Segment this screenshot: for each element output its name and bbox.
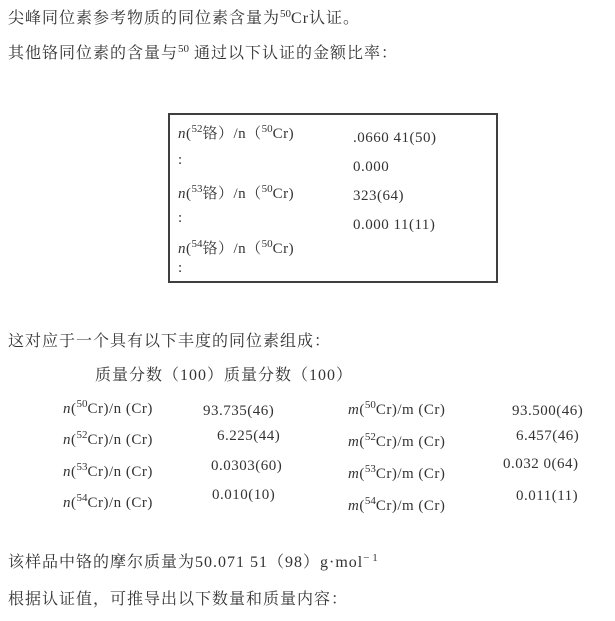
exponent-superscript: − 1 xyxy=(363,552,378,564)
quantity-symbol: n xyxy=(178,126,186,142)
quantity-symbol: m xyxy=(348,434,360,450)
text-part: ( xyxy=(71,495,77,511)
text-part: Cr)/m (Cr) xyxy=(375,402,446,418)
ratio-value: .0660 41(50) xyxy=(353,130,437,146)
ratio-table-box xyxy=(168,113,498,283)
ratio-colon: : xyxy=(178,260,183,276)
text-part: Cr) xyxy=(272,241,295,257)
text-part: 铬）/n（ xyxy=(202,241,262,257)
quantity-symbol: m xyxy=(348,466,360,482)
m-row-value: 0.032 0(64) xyxy=(503,456,579,472)
n-row-value: 6.225(44) xyxy=(217,428,281,444)
quantity-symbol: n xyxy=(63,401,71,417)
m-row-label-53 xyxy=(348,463,446,483)
para-derived-values: 根据认证值，可推导出以下数量和质量内容： xyxy=(8,591,349,608)
ratio-label-52 xyxy=(178,122,294,143)
text-part: Cr认证。 xyxy=(291,10,361,27)
ratio-value: 0.000 11(11) xyxy=(353,217,436,233)
isotope-superscript: 53 xyxy=(364,463,376,475)
quantity-symbol: n xyxy=(63,464,71,480)
quantity-symbol: m xyxy=(348,402,360,418)
isotope-superscript: 50 xyxy=(261,238,273,250)
quantity-symbol: n xyxy=(63,495,71,511)
text-part: 该样品中铬的摩尔质量为50.071 51（98）g·mol xyxy=(8,554,364,571)
text-part: 通过以下认证的金额比率： xyxy=(189,45,399,62)
quantity-symbol: n xyxy=(178,241,186,257)
m-row-label-52 xyxy=(348,431,446,451)
ratio-value: 0.000 xyxy=(353,159,390,175)
ratio-colon: : xyxy=(178,152,183,168)
text-part: Cr) xyxy=(272,186,295,202)
para-molar-mass xyxy=(8,549,378,572)
quantity-symbol: n xyxy=(178,186,186,202)
isotope-superscript: 50 xyxy=(178,43,190,55)
para-other-isotopes xyxy=(8,40,398,63)
n-row-label-53 xyxy=(63,461,153,481)
text-part: ( xyxy=(359,498,365,514)
n-row-label-54 xyxy=(63,492,153,512)
n-row-value: 0.0303(60) xyxy=(211,458,283,474)
text-part: ( xyxy=(359,402,365,418)
n-row-value: 93.735(46) xyxy=(203,403,275,419)
text-part: ( xyxy=(359,466,365,482)
n-row-label-50 xyxy=(63,398,153,418)
text-part: 尖峰同位素参考物质的同位素含量为 xyxy=(8,10,281,27)
isotope-superscript: 50 xyxy=(280,8,292,20)
text-part: ( xyxy=(71,401,77,417)
abundance-header: 质量分数（100）质量分数（100） xyxy=(95,367,354,384)
m-row-value: 0.011(11) xyxy=(516,488,579,504)
m-row-value: 93.500(46) xyxy=(512,403,584,419)
para-certified-content xyxy=(8,5,360,28)
isotope-superscript: 50 xyxy=(76,398,88,410)
text-part: ( xyxy=(186,241,192,257)
ratio-value: 323(64) xyxy=(353,188,404,204)
ratio-label-54 xyxy=(178,237,294,258)
isotope-superscript: 50 xyxy=(261,123,273,135)
text-part: ( xyxy=(359,434,365,450)
text-part: ( xyxy=(186,186,192,202)
text-part: ( xyxy=(71,464,77,480)
m-row-label-54 xyxy=(348,495,446,515)
text-part: Cr) xyxy=(272,126,295,142)
ratio-colon: : xyxy=(178,210,183,226)
isotope-superscript: 50 xyxy=(364,399,376,411)
text-part: ( xyxy=(186,126,192,142)
text-part: Cr)/n (Cr) xyxy=(87,401,153,417)
isotope-superscript: 53 xyxy=(76,461,88,473)
text-part: Cr)/m (Cr) xyxy=(375,498,446,514)
n-row-label-52 xyxy=(63,429,153,449)
isotope-superscript: 52 xyxy=(191,123,203,135)
isotope-superscript: 54 xyxy=(76,492,88,504)
isotope-superscript: 50 xyxy=(261,183,273,195)
text-part: Cr)/n (Cr) xyxy=(87,432,153,448)
text-part: 其他铬同位素的含量与 xyxy=(8,45,179,62)
text-part: Cr)/m (Cr) xyxy=(375,466,446,482)
text-part: ( xyxy=(71,432,77,448)
ratio-label-53 xyxy=(178,182,294,203)
isotope-superscript: 52 xyxy=(76,429,88,441)
text-part: Cr)/n (Cr) xyxy=(87,495,153,511)
isotope-superscript: 54 xyxy=(191,238,203,250)
n-row-value: 0.010(10) xyxy=(212,487,276,503)
quantity-symbol: n xyxy=(63,432,71,448)
para-composition: 这对应于一个具有以下丰度的同位素组成： xyxy=(8,333,332,350)
isotope-superscript: 54 xyxy=(364,495,376,507)
text-part: Cr)/n (Cr) xyxy=(87,464,153,480)
m-row-value: 6.457(46) xyxy=(516,428,580,444)
text-part: 铬）/n（ xyxy=(202,186,262,202)
quantity-symbol: m xyxy=(348,498,360,514)
text-part: Cr)/m (Cr) xyxy=(375,434,446,450)
m-row-label-50 xyxy=(348,399,446,419)
text-part: 铬）/n（ xyxy=(202,126,262,142)
isotope-superscript: 52 xyxy=(364,431,376,443)
isotope-superscript: 53 xyxy=(191,183,203,195)
